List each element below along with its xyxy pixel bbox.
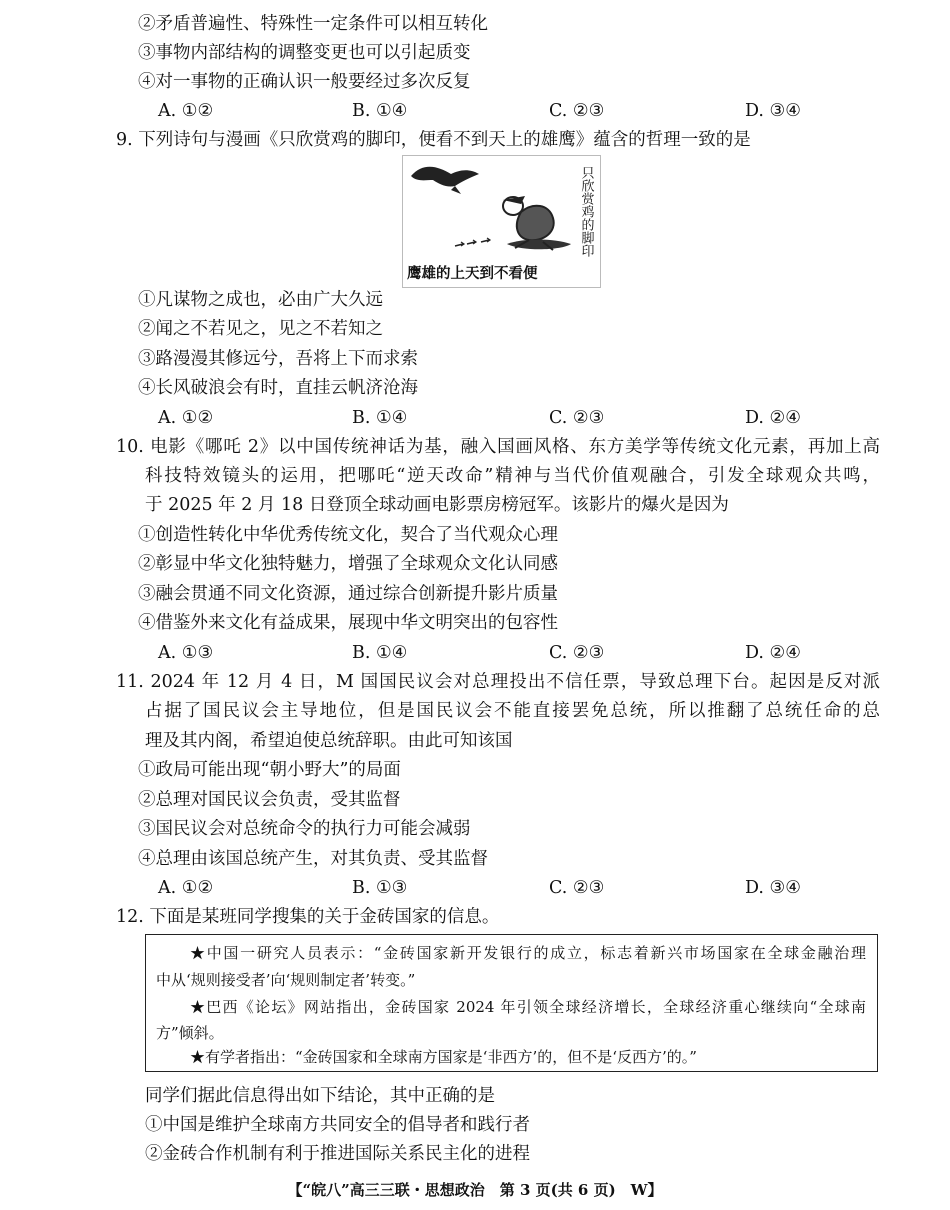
info-box-line-5: ★有学者指出：“金砖国家和全球南方国家是‘非西方’的，但不是‘反西方’的。”: [190, 1048, 697, 1066]
q11-item-4: ④总理由该国总统产生，对其负责、受其监督: [138, 849, 488, 869]
q11-item-2: ②总理对国民议会负责，受其监督: [138, 790, 401, 810]
q10-option-b: B. ①④: [352, 643, 408, 663]
info-box-line-1: ★中国一研究人员表示：“金砖国家新开发银行的成立，标志着新兴市场国家在全球金融治理: [190, 944, 866, 962]
q10-item-2: ②彰显中华文化独特魅力，增强了全球观众文化认同感: [138, 554, 558, 574]
info-box-line-3: ★巴西《论坛》网站指出，金砖国家 2024 年引领全球经济增长，全球经济重心继续向“全球南: [190, 998, 866, 1016]
q11-item-1: ①政局可能出现“朝小野大”的局面: [138, 760, 401, 780]
q8-item-2: ②矛盾普遍性、特殊性一定条件可以相互转化: [138, 14, 488, 34]
q8-item-3: ③事物内部结构的调整变更也可以引起质变: [138, 43, 471, 63]
q9-option-a: A. ①②: [158, 408, 214, 428]
q10-item-4: ④借鉴外来文化有益成果，展现中华文明突出的包容性: [138, 613, 558, 633]
q9-item-2: ②闻之不若见之，见之不若知之: [138, 319, 383, 339]
q10-stem-line-3: 于 2025 年 2 月 18 日登顶全球动画电影票房榜冠军。该影片的爆火是因为: [145, 495, 729, 515]
q9-item-4: ④长风破浪会有时，直挂云帆济沧海: [138, 378, 418, 398]
info-box: [145, 934, 878, 1072]
q10-stem-line-2: 科技特效镜头的运用，把哪吒“逆天改命”精神与当代价值观融合，引发全球观众共鸣，: [145, 466, 880, 486]
cartoon-vertical-text: 只欣赏鸡的脚印: [578, 166, 594, 257]
q8-option-b: B. ①④: [352, 101, 408, 121]
q12-stem: 12. 下面是某班同学搜集的关于金砖国家的信息。: [116, 907, 500, 927]
q10-stem-line-1: 10. 电影《哪吒 2》以中国传统神话为基，融入国画风格、东方美学等传统文化元素，再加上高: [116, 437, 880, 457]
q11-option-a: A. ①②: [158, 878, 214, 898]
q11-option-b: B. ①③: [352, 878, 408, 898]
q9-option-d: D. ②④: [745, 408, 801, 428]
q12-after-text: 同学们据此信息得出如下结论，其中正确的是: [145, 1086, 495, 1106]
q11-stem-line-3: 理及其内阁，希望迫使总统辞职。由此可知该国: [145, 731, 513, 751]
q10-option-c: C. ②③: [549, 643, 605, 663]
q8-option-a: A. ①②: [158, 101, 214, 121]
q8-item-4: ④对一事物的正确认识一般要经过多次反复: [138, 72, 471, 92]
q9-option-c: C. ②③: [549, 408, 605, 428]
q10-item-1: ①创造性转化中华优秀传统文化，契合了当代观众心理: [138, 525, 558, 545]
cartoon-image: [402, 155, 601, 288]
q8-option-c: C. ②③: [549, 101, 605, 121]
info-box-line-4: 方”倾斜。: [156, 1024, 224, 1042]
q10-option-a: A. ①③: [158, 643, 214, 663]
q10-option-d: D. ②④: [745, 643, 801, 663]
page-footer: 【“皖八”高三三联・思想政治 第 3 页(共 6 页) W】: [287, 1181, 663, 1199]
cartoon-bottom-text: 鹰雄的上天到不看便: [407, 266, 538, 282]
q11-item-3: ③国民议会对总统命令的执行力可能会减弱: [138, 819, 471, 839]
q11-option-d: D. ③④: [745, 878, 801, 898]
q12-item-2: ②金砖合作机制有利于推进国际关系民主化的进程: [145, 1144, 530, 1164]
q9-option-b: B. ①④: [352, 408, 408, 428]
q10-item-3: ③融会贯通不同文化资源，通过综合创新提升影片质量: [138, 584, 558, 604]
q9-item-3: ③路漫漫其修远兮，吾将上下而求索: [138, 349, 418, 369]
q11-stem-line-1: 11. 2024 年 12 月 4 日，M 国国民议会对总理投出不信任票，导致总理下台。起因是反对派: [116, 672, 880, 692]
cartoon-drawing: [403, 156, 600, 287]
q9-item-1: ①凡谋物之成也，必由广大久远: [138, 290, 383, 310]
q12-item-1: ①中国是维护全球南方共同安全的倡导者和践行者: [145, 1115, 530, 1135]
q11-option-c: C. ②③: [549, 878, 605, 898]
info-box-line-2: 中从‘规则接受者’向‘规则制定者’转变。”: [156, 971, 416, 989]
q8-option-d: D. ③④: [745, 101, 801, 121]
q9-stem: 9. 下列诗句与漫画《只欣赏鸡的脚印，便看不到天上的雄鹰》蕴含的哲理一致的是: [116, 130, 751, 150]
q11-stem-line-2: 占据了国民议会主导地位，但是国民议会不能直接罢免总统，所以推翻了总统任命的总: [145, 701, 880, 721]
